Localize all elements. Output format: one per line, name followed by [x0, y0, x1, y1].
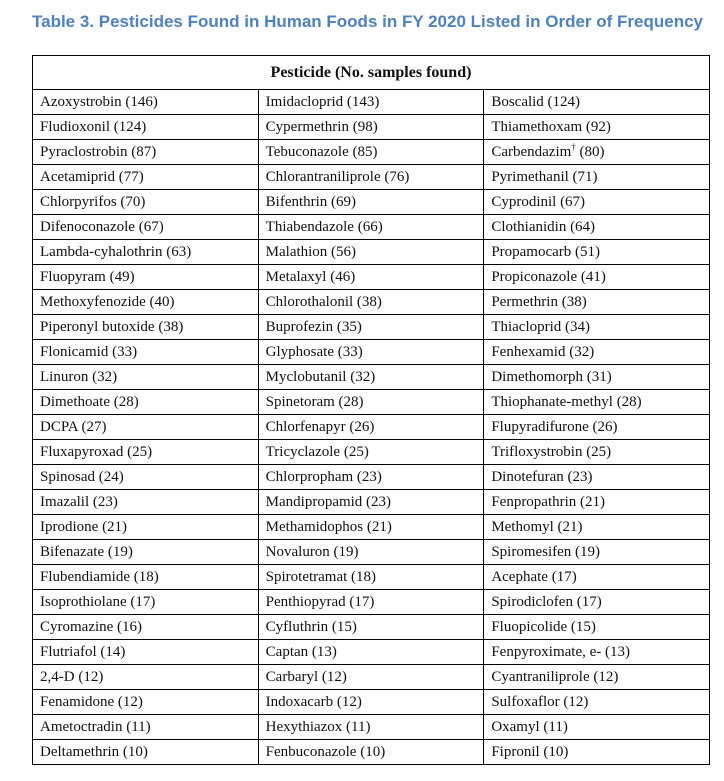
table-cell: Acephate (17)	[484, 565, 710, 590]
table-cell: Chlorfenapyr (26)	[258, 415, 484, 440]
table-cell: Chlorantraniliprole (76)	[258, 165, 484, 190]
table-row	[33, 340, 710, 365]
table-cell: Fluopyram (49)	[33, 265, 259, 290]
table-cell: Iprodione (21)	[33, 515, 259, 540]
table-cell: Imazalil (23)	[33, 490, 259, 515]
table-cell: Penthiopyrad (17)	[258, 590, 484, 615]
table-row	[33, 465, 710, 490]
table-cell: Spinetoram (28)	[258, 390, 484, 415]
table-row	[33, 715, 710, 740]
table-cell: Trifloxystrobin (25)	[484, 440, 710, 465]
table-cell: Dinotefuran (23)	[484, 465, 710, 490]
table-row	[33, 315, 710, 340]
table-row	[33, 190, 710, 215]
table-cell: Piperonyl butoxide (38)	[33, 315, 259, 340]
table-cell: Carbaryl (12)	[258, 665, 484, 690]
table-row	[33, 140, 710, 165]
table-cell: Metalaxyl (46)	[258, 265, 484, 290]
table-cell: Sulfoxaflor (12)	[484, 690, 710, 715]
table-cell: Pyraclostrobin (87)	[33, 140, 259, 165]
table-cell: Thiacloprid (34)	[484, 315, 710, 340]
table-cell: Hexythiazox (11)	[258, 715, 484, 740]
table-row	[33, 690, 710, 715]
table-cell: Captan (13)	[258, 640, 484, 665]
table-cell: Lambda-cyhalothrin (63)	[33, 240, 259, 265]
table-row	[33, 240, 710, 265]
table-cell: Ametoctradin (11)	[33, 715, 259, 740]
table-row	[33, 490, 710, 515]
table-cell: Indoxacarb (12)	[258, 690, 484, 715]
table-cell: Pyrimethanil (71)	[484, 165, 710, 190]
table-cell: Thiabendazole (66)	[258, 215, 484, 240]
table-cell: Azoxystrobin (146)	[33, 90, 259, 115]
table-row	[33, 665, 710, 690]
table-row	[33, 565, 710, 590]
table-cell: Fipronil (10)	[484, 740, 710, 765]
table-cell: Dimethomorph (31)	[484, 365, 710, 390]
table-cell: Spiromesifen (19)	[484, 540, 710, 565]
table-row	[33, 615, 710, 640]
table-cell: Tricyclazole (25)	[258, 440, 484, 465]
table-row	[33, 215, 710, 240]
table-cell: Fenhexamid (32)	[484, 340, 710, 365]
table-cell: Spinosad (24)	[33, 465, 259, 490]
table-cell: Fenbuconazole (10)	[258, 740, 484, 765]
table-cell: Cyromazine (16)	[33, 615, 259, 640]
table-cell: Flonicamid (33)	[33, 340, 259, 365]
table-cell: Propiconazole (41)	[484, 265, 710, 290]
table-row	[33, 290, 710, 315]
footnote-mark: †	[571, 142, 576, 152]
table-row	[33, 640, 710, 665]
table-cell: DCPA (27)	[33, 415, 259, 440]
table-row	[33, 90, 710, 115]
table-header-row	[33, 56, 710, 90]
pesticide-table	[32, 55, 710, 765]
table-cell: Linuron (32)	[33, 365, 259, 390]
table-cell: Glyphosate (33)	[258, 340, 484, 365]
table-cell: Cyantraniliprole (12)	[484, 665, 710, 690]
table-row	[33, 390, 710, 415]
table-caption: Table 3. Pesticides Found in Human Foods in FY 2020 Listed in Order of Frequency	[32, 12, 704, 31]
table-cell: Chlorpyrifos (70)	[33, 190, 259, 215]
table-cell: Propamocarb (51)	[484, 240, 710, 265]
table-header: Pesticide (No. samples found)	[33, 56, 710, 90]
table-cell: Permethrin (38)	[484, 290, 710, 315]
table-cell: Cyprodinil (67)	[484, 190, 710, 215]
table-cell: Dimethoate (28)	[33, 390, 259, 415]
table-cell: Myclobutanil (32)	[258, 365, 484, 390]
table-row	[33, 265, 710, 290]
table-cell: Acetamiprid (77)	[33, 165, 259, 190]
table-cell: Thiamethoxam (92)	[484, 115, 710, 140]
table-cell: Oxamyl (11)	[484, 715, 710, 740]
table-cell: Buprofezin (35)	[258, 315, 484, 340]
table-cell: Imidacloprid (143)	[258, 90, 484, 115]
table-cell: Fludioxonil (124)	[33, 115, 259, 140]
table-row	[33, 590, 710, 615]
table-cell: Fenamidone (12)	[33, 690, 259, 715]
table-cell: Thiophanate-methyl (28)	[484, 390, 710, 415]
table-cell: Clothianidin (64)	[484, 215, 710, 240]
table-cell: Mandipropamid (23)	[258, 490, 484, 515]
table-cell: Spirodiclofen (17)	[484, 590, 710, 615]
table-cell: Bifenthrin (69)	[258, 190, 484, 215]
table-body	[33, 90, 710, 765]
table-cell: Spirotetramat (18)	[258, 565, 484, 590]
table-cell: Flubendiamide (18)	[33, 565, 259, 590]
table-cell: Chlorothalonil (38)	[258, 290, 484, 315]
table-cell: Bifenazate (19)	[33, 540, 259, 565]
table-cell: Fenpropathrin (21)	[484, 490, 710, 515]
table-cell: Fenpyroximate, e- (13)	[484, 640, 710, 665]
table-cell: Cypermethrin (98)	[258, 115, 484, 140]
table-cell: Methomyl (21)	[484, 515, 710, 540]
table-cell: 2,4-D (12)	[33, 665, 259, 690]
table-cell: Methamidophos (21)	[258, 515, 484, 540]
table-row	[33, 165, 710, 190]
table-cell: Difenoconazole (67)	[33, 215, 259, 240]
table-cell: Novaluron (19)	[258, 540, 484, 565]
table-cell: Isoprothiolane (17)	[33, 590, 259, 615]
table-row	[33, 415, 710, 440]
table-cell: Boscalid (124)	[484, 90, 710, 115]
table-row	[33, 365, 710, 390]
table-row	[33, 115, 710, 140]
table-cell: Carbendazim† (80)	[484, 140, 710, 165]
table-cell: Fluopicolide (15)	[484, 615, 710, 640]
table-cell: Deltamethrin (10)	[33, 740, 259, 765]
table-row	[33, 440, 710, 465]
table-row	[33, 740, 710, 765]
table-cell: Chlorpropham (23)	[258, 465, 484, 490]
table-cell: Malathion (56)	[258, 240, 484, 265]
table-cell: Cyfluthrin (15)	[258, 615, 484, 640]
table-cell: Flutriafol (14)	[33, 640, 259, 665]
table-cell: Methoxyfenozide (40)	[33, 290, 259, 315]
table-cell: Fluxapyroxad (25)	[33, 440, 259, 465]
table-row	[33, 515, 710, 540]
table-cell: Flupyradifurone (26)	[484, 415, 710, 440]
table-row	[33, 540, 710, 565]
table-cell: Tebuconazole (85)	[258, 140, 484, 165]
